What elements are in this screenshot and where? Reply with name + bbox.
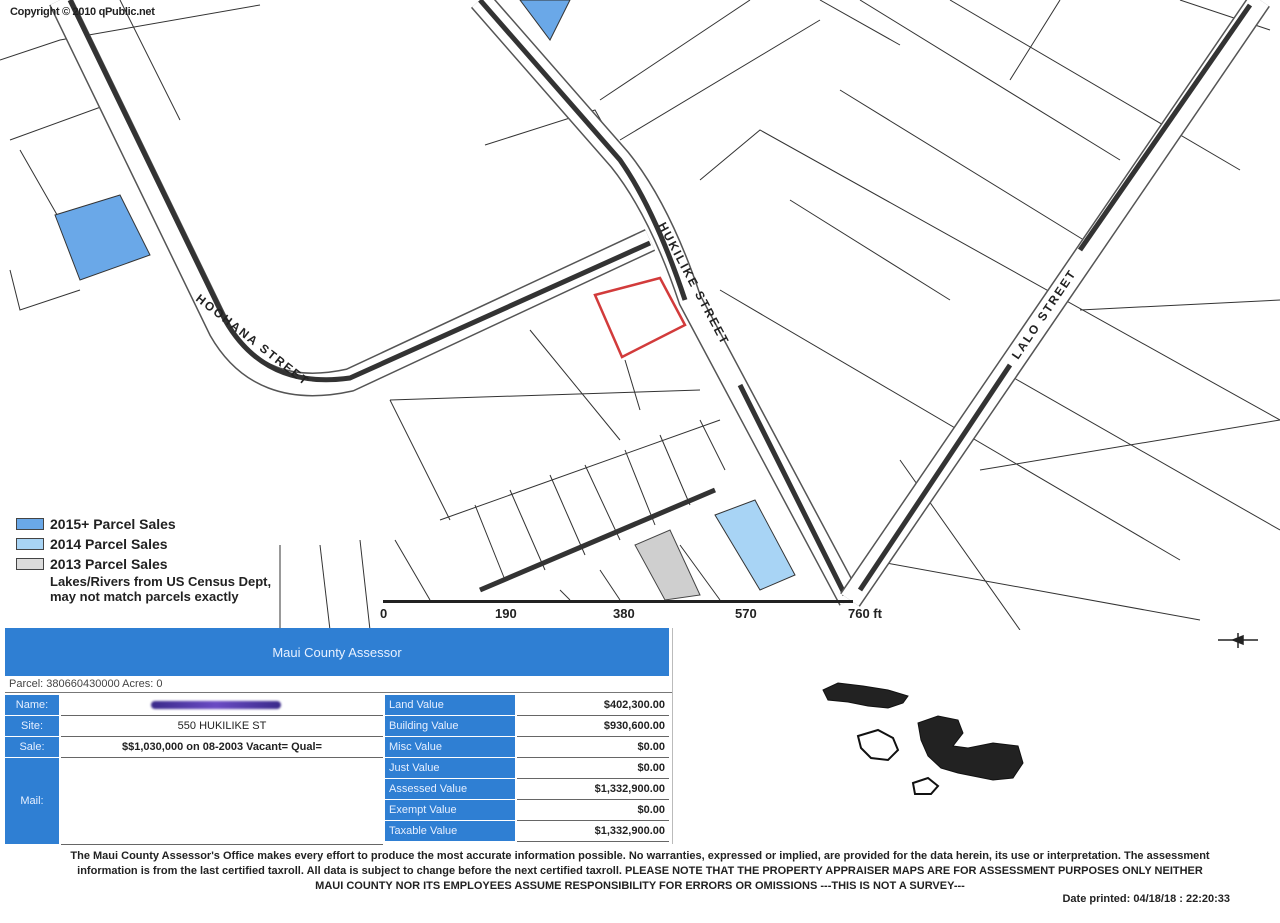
exempt-value: $0.00 [517, 800, 669, 821]
scale-tick: 570 [735, 606, 757, 621]
street-label-hoohana: HOOHANA STREET [193, 291, 313, 389]
parcel-sale-2013[interactable] [635, 530, 700, 600]
legend-label: 2015+ Parcel Sales [50, 516, 176, 532]
name-label: Name: [5, 695, 59, 716]
legend-swatch [16, 538, 44, 550]
assessed-value: $1,332,900.00 [517, 779, 669, 800]
legend-swatch [16, 558, 44, 570]
building-value: $930,600.00 [517, 716, 669, 737]
misc-value-label: Misc Value [385, 737, 515, 758]
mail-label: Mail: [5, 758, 59, 845]
site-label: Site: [5, 716, 59, 737]
taxable-value-label: Taxable Value [385, 821, 515, 842]
assessor-panel [5, 628, 669, 844]
legend-label: 2014 Parcel Sales [50, 536, 168, 552]
site-value: 550 HUKILIKE ST [61, 716, 383, 737]
scale-tick: 760 ft [848, 606, 882, 621]
legend-item [16, 554, 290, 574]
street-label-hukilike: HUKILIKE STREET [655, 219, 733, 348]
disclaimer [0, 849, 1280, 894]
land-value-label: Land Value [385, 695, 515, 716]
scale-tick: 190 [495, 606, 517, 621]
legend-item [16, 534, 290, 554]
parcel-sale-2015[interactable] [520, 0, 570, 40]
map-legend [16, 514, 290, 604]
inset-locator-map [672, 628, 1273, 844]
exempt-value-label: Exempt Value [385, 800, 515, 821]
island-map [673, 628, 1273, 844]
disclaimer-line: MAUI COUNTY NOR ITS EMPLOYEES ASSUME RESPONSIBILITY FOR ERRORS OR OMISSIONS ---THIS IS NOT A SURVEY--- [315, 880, 965, 892]
legend-swatch [16, 518, 44, 530]
taxable-value: $1,332,900.00 [517, 821, 669, 842]
name-value [61, 695, 383, 716]
streets [60, 0, 1260, 600]
legend-item [16, 514, 290, 534]
scale-tick: 380 [613, 606, 635, 621]
sale-label: Sale: [5, 737, 59, 758]
redaction-mark [151, 701, 281, 709]
island-molokai [823, 683, 908, 708]
parcel-sale-2014[interactable] [715, 500, 795, 590]
scale-tick: 0 [380, 606, 388, 621]
mail-value [61, 758, 383, 845]
north-arrow-icon [1218, 633, 1258, 648]
scale-bar [380, 600, 883, 630]
selected-parcel[interactable] [595, 278, 685, 357]
parcel-sale-2015[interactable] [55, 195, 150, 280]
legend-note: Lakes/Rivers from US Census Dept, may not match parcels exactly [50, 574, 272, 604]
sale-value: $$1,030,000 on 08-2003 Vacant= Qual= [61, 737, 383, 758]
copyright-text: Copyright © 2010 qPublic.net [10, 6, 155, 18]
disclaimer-line: The Maui County Assessor's Office makes every effort to produce the most accurate information possible. No warranties, expressed or implied, are provided for the data herein, its use or interpretation. The assessment [70, 850, 1210, 862]
assessed-value-label: Assessed Value [385, 779, 515, 800]
island-kahoolawe [913, 778, 938, 794]
island-lanai [858, 730, 898, 760]
parcel-id-line: Parcel: 380660430000 Acres: 0 [5, 678, 673, 693]
just-value-label: Just Value [385, 758, 515, 779]
building-value-label: Building Value [385, 716, 515, 737]
scale-line [383, 600, 853, 603]
island-maui [918, 716, 1023, 780]
just-value: $0.00 [517, 758, 669, 779]
date-printed: Date printed: 04/18/18 : 22:20:33 [1062, 893, 1230, 905]
legend-label: 2013 Parcel Sales [50, 556, 168, 572]
disclaimer-line: information is from the last certified taxroll. All data is subject to change before the next certified taxroll. PLEASE NOTE THAT THE PROPERTY APPRAISER MAPS ARE FOR ASSESSMENT PURPOSES ONLY NEITHER [77, 865, 1203, 877]
panel-title: Maui County Assessor [5, 628, 669, 676]
land-value: $402,300.00 [517, 695, 669, 716]
misc-value: $0.00 [517, 737, 669, 758]
street-label-lalo: LALO STREET [1008, 266, 1080, 362]
